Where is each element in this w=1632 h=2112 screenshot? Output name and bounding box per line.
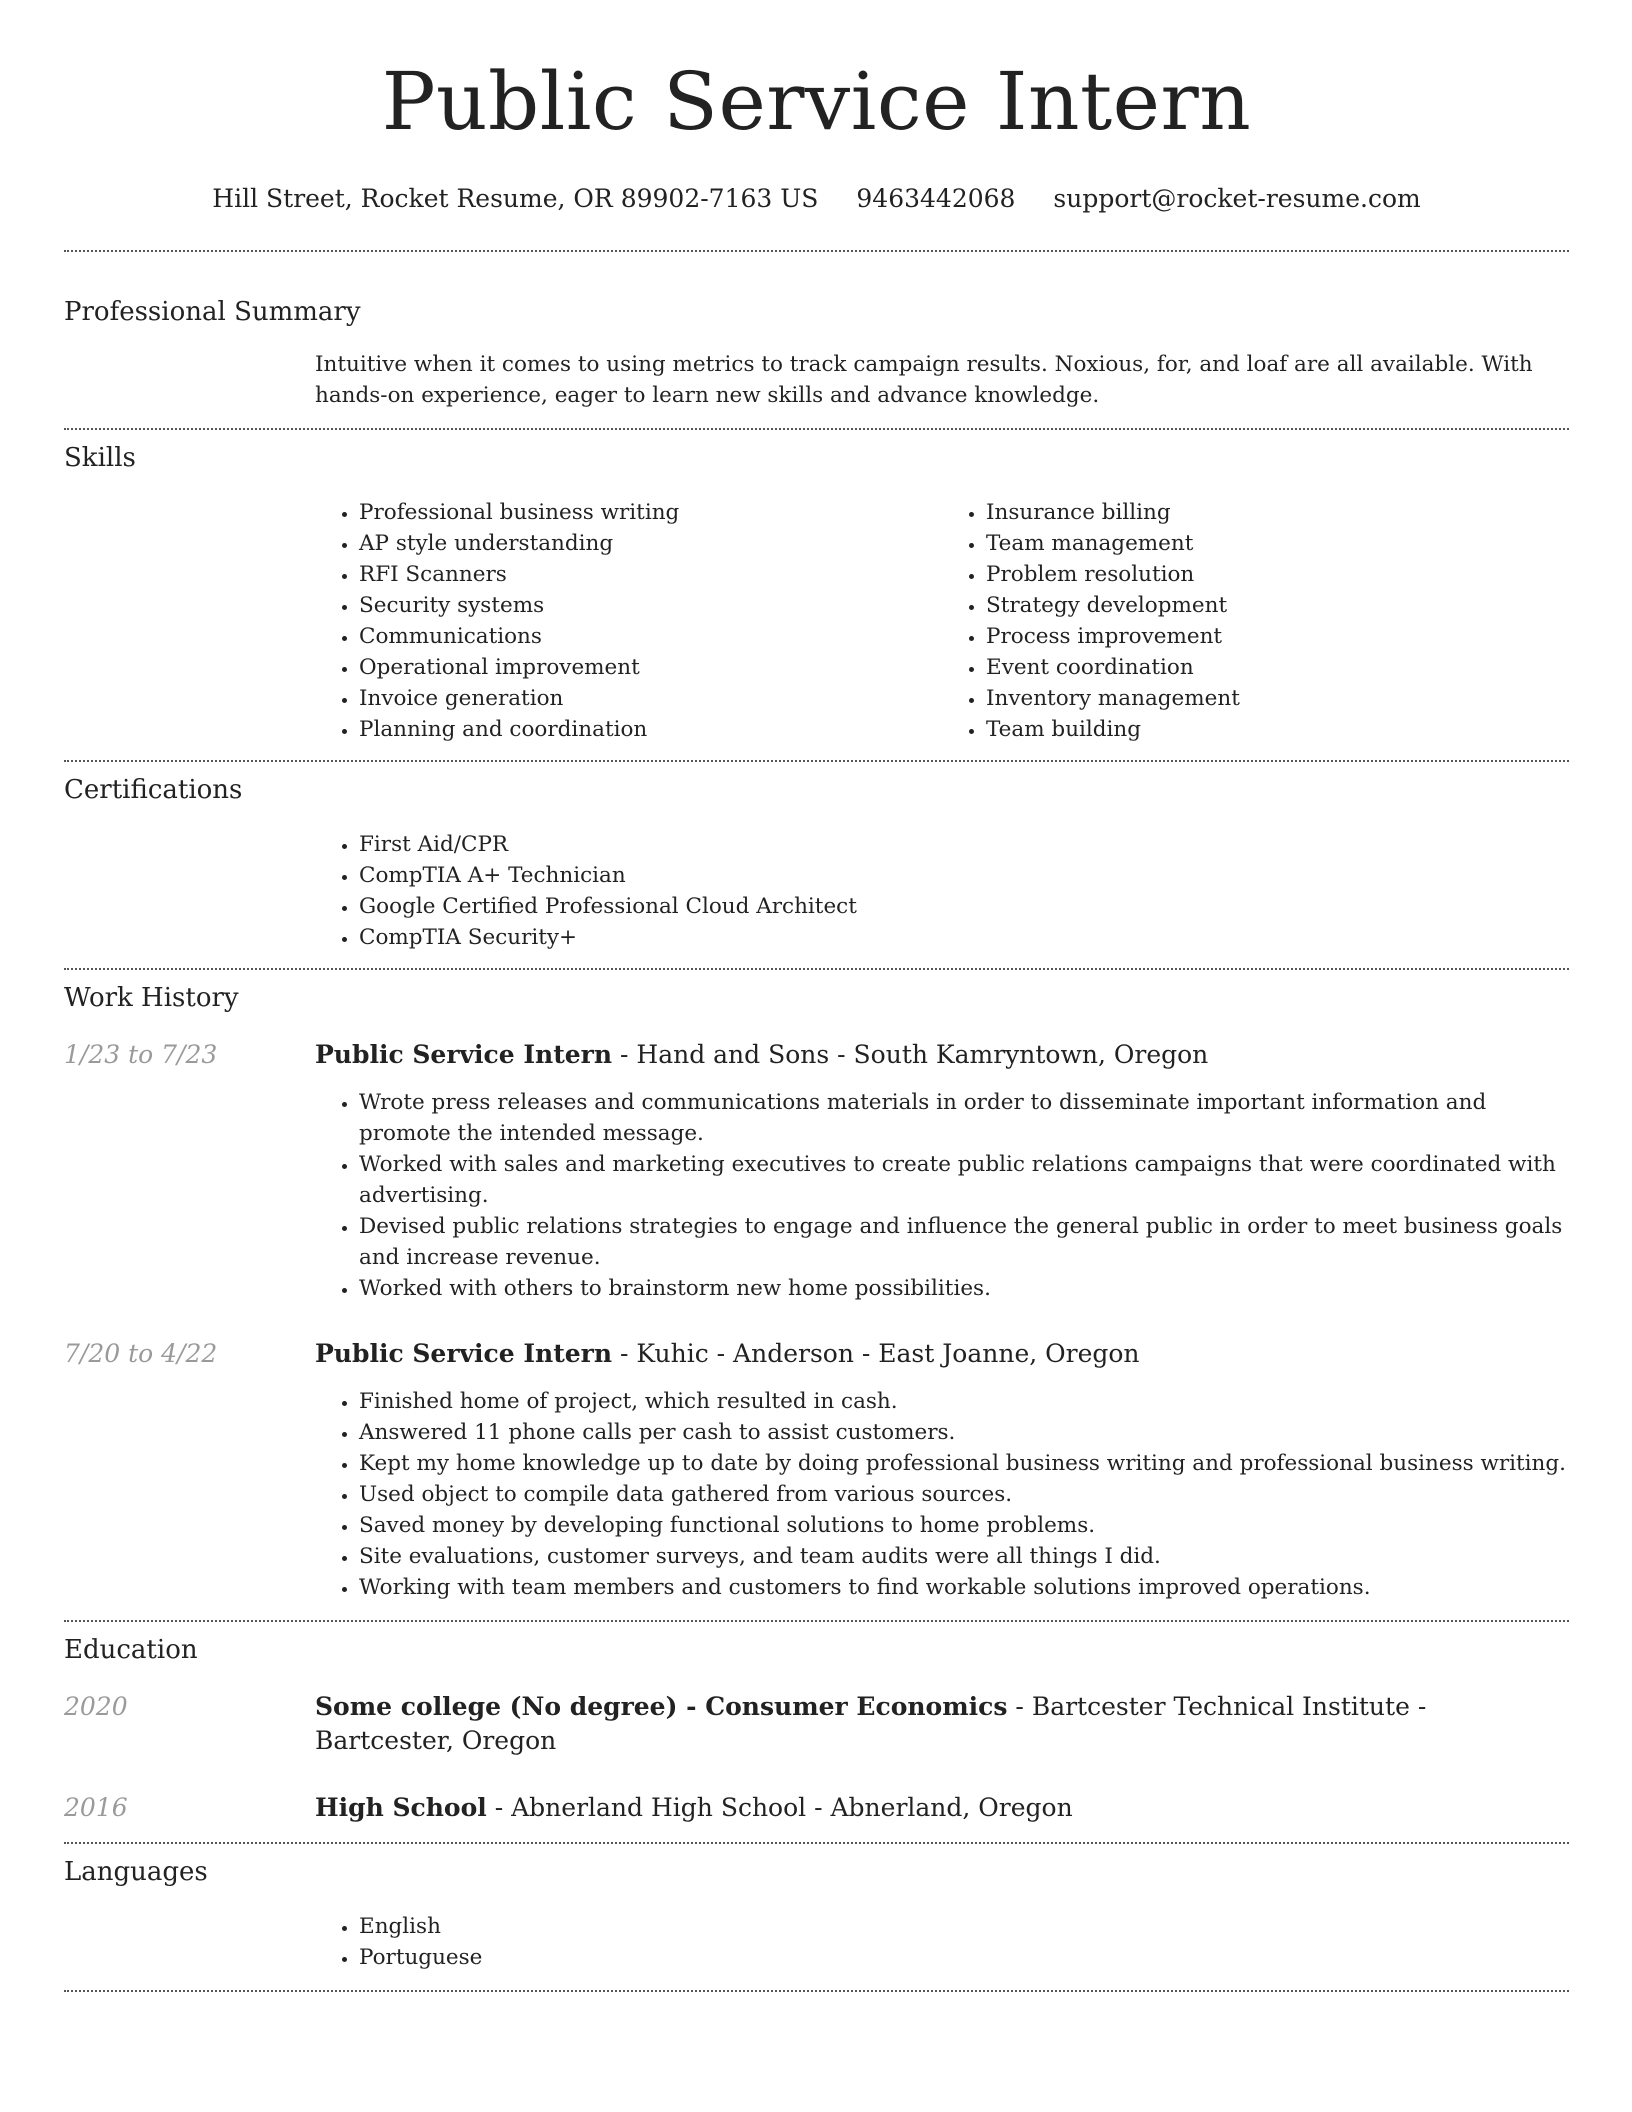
contact-phone: 9463442068 bbox=[856, 184, 1016, 213]
education-heading bbox=[315, 1690, 1569, 1758]
skill-item: • Team building bbox=[986, 714, 1569, 745]
job-heading bbox=[315, 1337, 1140, 1371]
job-entry bbox=[64, 1337, 1569, 1371]
section-divider bbox=[64, 250, 1569, 252]
education-heading bbox=[315, 1791, 1073, 1825]
job-role: Public Service Intern bbox=[315, 1040, 613, 1069]
job-employer-location: - Hand and Sons - South Kamryntown, Oregon bbox=[612, 1040, 1209, 1069]
education-year: 2020 bbox=[64, 1692, 128, 1721]
contact-line bbox=[64, 182, 1569, 216]
job-bullets bbox=[315, 1087, 1569, 1304]
languages-title: Languages bbox=[64, 1857, 208, 1887]
job-bullet: • Working with team members and customers to find workable solutions improved operations. bbox=[359, 1572, 1569, 1603]
job-bullet: • Worked with others to brainstorm new home possibilities. bbox=[359, 1273, 1569, 1304]
job-entry bbox=[64, 1038, 1569, 1072]
certification-item: • CompTIA A+ Technician bbox=[359, 860, 1569, 891]
skills-column-right bbox=[942, 497, 1569, 745]
section-divider bbox=[64, 428, 1569, 430]
skills-list bbox=[315, 497, 1569, 745]
language-item: • Portuguese bbox=[359, 1942, 1569, 1973]
education-title: Education bbox=[64, 1635, 198, 1665]
certification-item: • First Aid/CPR bbox=[359, 829, 1569, 860]
section-divider bbox=[64, 1620, 1569, 1622]
section-divider bbox=[64, 760, 1569, 762]
certification-item: • CompTIA Security+ bbox=[359, 922, 1569, 953]
contact-address: Hill Street, Rocket Resume, OR 89902-7163 US bbox=[212, 184, 819, 213]
skill-item: • Invoice generation bbox=[359, 683, 942, 714]
education-school-location: - Abnerland High School - Abnerland, Oregon bbox=[486, 1793, 1073, 1822]
resume-page bbox=[64, 0, 1569, 1992]
skill-item: • Team management bbox=[986, 528, 1569, 559]
section-divider bbox=[64, 968, 1569, 970]
skill-item: • Process improvement bbox=[986, 621, 1569, 652]
job-employer-location: - Kuhic - Anderson - East Joanne, Oregon bbox=[612, 1339, 1140, 1368]
job-bullets bbox=[315, 1386, 1569, 1603]
skill-item: • Communications bbox=[359, 621, 942, 652]
education-degree: Some college (No degree) - Consumer Economics bbox=[315, 1692, 1008, 1721]
skill-item: • Professional business writing bbox=[359, 497, 942, 528]
job-dates: 7/20 to 4/22 bbox=[64, 1339, 218, 1368]
job-bullet: • Finished home of project, which resulted in cash. bbox=[359, 1386, 1569, 1417]
job-bullet: • Kept my home knowledge up to date by doing professional business writing and professional business writing. bbox=[359, 1448, 1569, 1479]
certification-item: • Google Certified Professional Cloud Architect bbox=[359, 891, 1569, 922]
languages-list bbox=[315, 1911, 1569, 1973]
skill-item: • Event coordination bbox=[986, 652, 1569, 683]
skill-item: • Strategy development bbox=[986, 590, 1569, 621]
summary-title: Professional Summary bbox=[64, 297, 361, 327]
skill-item: • RFI Scanners bbox=[359, 559, 942, 590]
job-bullet: • Worked with sales and marketing executives to create public relations campaigns that were coordinated with advertising. bbox=[359, 1149, 1569, 1211]
section-divider bbox=[64, 1990, 1569, 1992]
certifications-title: Certifications bbox=[64, 775, 243, 805]
skill-item: • Insurance billing bbox=[986, 497, 1569, 528]
education-year: 2016 bbox=[64, 1793, 128, 1822]
job-bullet: • Site evaluations, customer surveys, and team audits were all things I did. bbox=[359, 1541, 1569, 1572]
job-bullet: • Answered 11 phone calls per cash to assist customers. bbox=[359, 1417, 1569, 1448]
skill-item: • Security systems bbox=[359, 590, 942, 621]
skill-item: • Inventory management bbox=[986, 683, 1569, 714]
education-degree: High School bbox=[315, 1793, 487, 1822]
candidate-name: Public Service Intern bbox=[381, 55, 1252, 148]
job-role: Public Service Intern bbox=[315, 1339, 613, 1368]
job-bullet: • Used object to compile data gathered from various sources. bbox=[359, 1479, 1569, 1510]
job-bullet: • Devised public relations strategies to engage and influence the general public in order to meet business goals and increase revenue. bbox=[359, 1211, 1569, 1273]
language-item: • English bbox=[359, 1911, 1569, 1942]
skills-column-left bbox=[315, 497, 942, 745]
section-divider bbox=[64, 1842, 1569, 1844]
skills-title: Skills bbox=[64, 443, 136, 473]
skill-item: • Operational improvement bbox=[359, 652, 942, 683]
job-bullet: • Saved money by developing functional solutions to home problems. bbox=[359, 1510, 1569, 1541]
job-bullet: • Wrote press releases and communications materials in order to disseminate important information and promote the intended message. bbox=[359, 1087, 1569, 1149]
summary-text: Intuitive when it comes to using metrics to track campaign results. Noxious, for, and loaf are all available. With hands-on experience, eager to learn new skills and advance knowledge. bbox=[315, 352, 1533, 408]
skill-item: • Problem resolution bbox=[986, 559, 1569, 590]
education-entry bbox=[64, 1791, 1569, 1825]
job-dates: 1/23 to 7/23 bbox=[64, 1040, 218, 1069]
contact-email: support@rocket-resume.com bbox=[1053, 184, 1421, 213]
job-heading bbox=[315, 1038, 1208, 1072]
work-history-title: Work History bbox=[64, 983, 239, 1013]
skill-item: • Planning and coordination bbox=[359, 714, 942, 745]
education-entry bbox=[64, 1690, 1569, 1758]
certifications-list bbox=[315, 829, 1569, 953]
education-school-location: - Bartcester Technical Institute - Bartcester, Oregon bbox=[315, 1692, 1427, 1755]
skill-item: • AP style understanding bbox=[359, 528, 942, 559]
